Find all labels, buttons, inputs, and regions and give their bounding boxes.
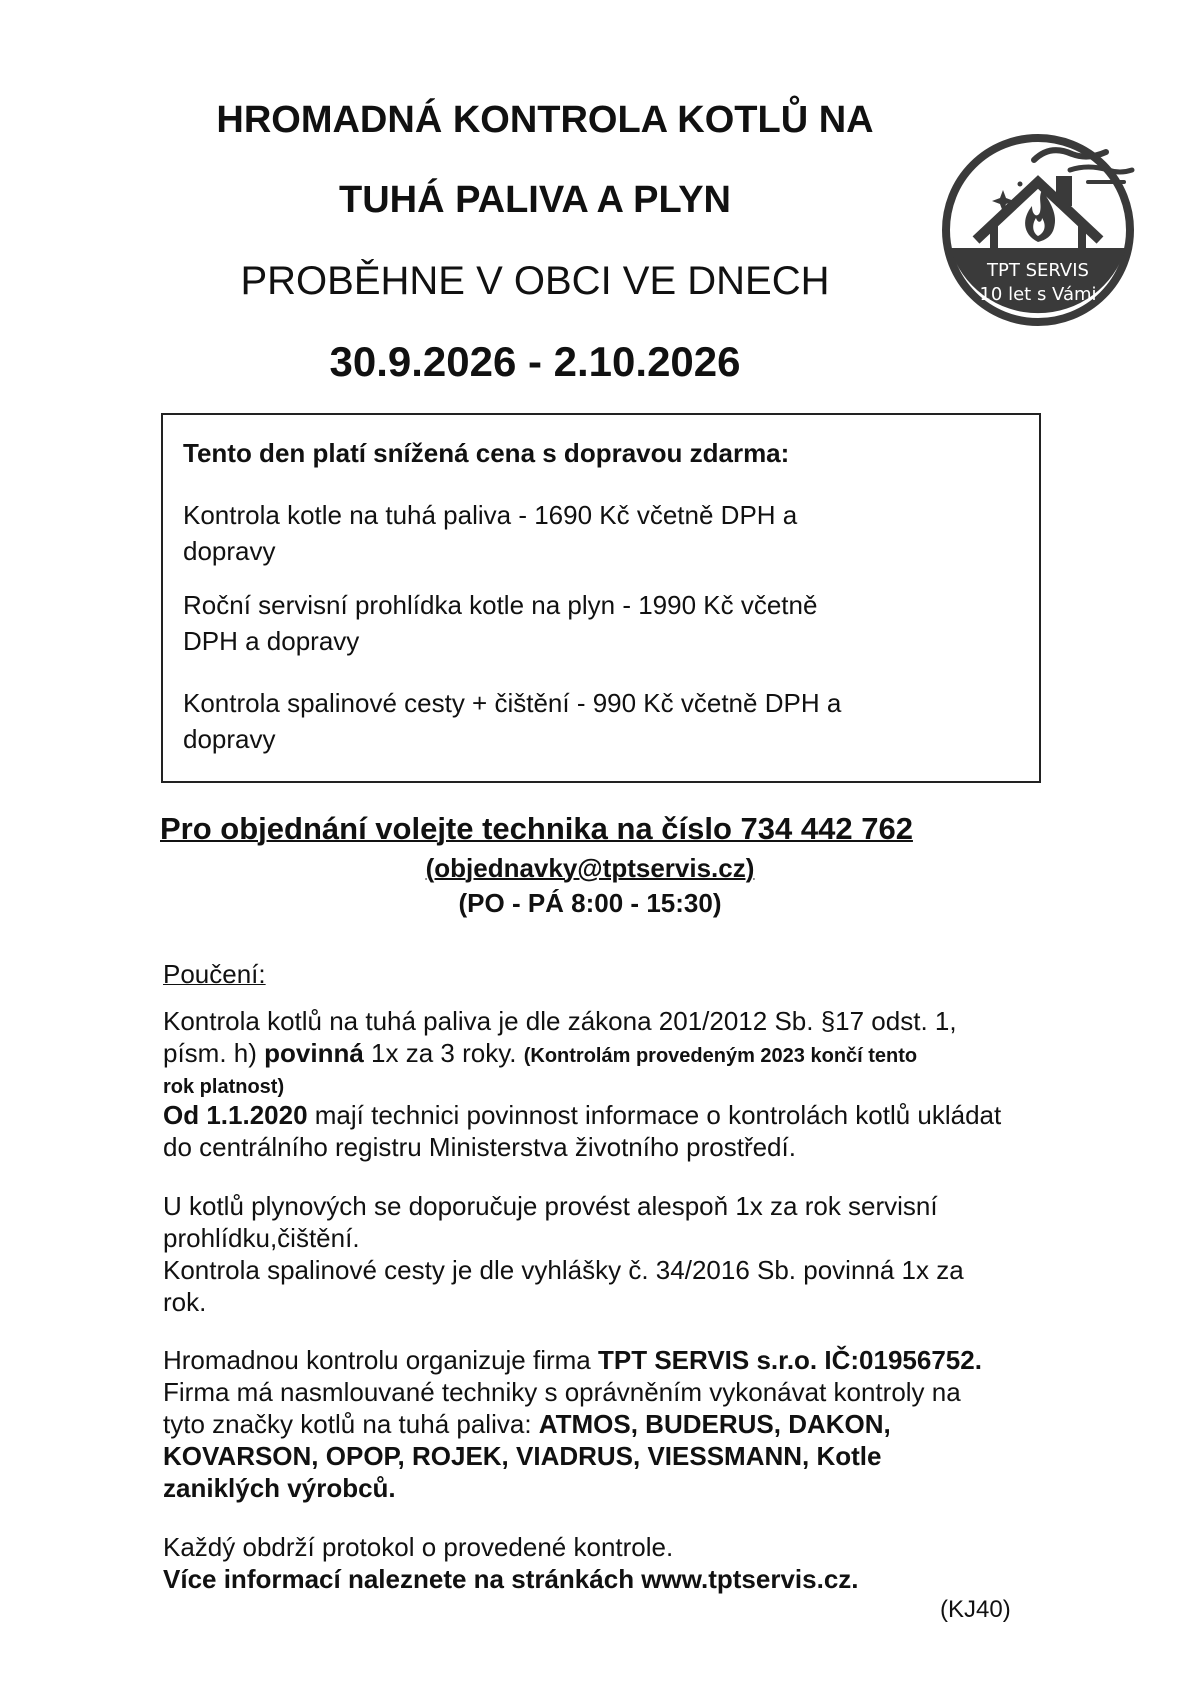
- notice-line: [163, 1072, 1043, 1099]
- house-flame-icon: [938, 130, 1138, 330]
- notice-heading: Poučení:: [163, 959, 266, 989]
- notice-line: Firma má nasmlouvané techniky s oprávněním vykonávat kontroly na: [163, 1377, 961, 1407]
- price-item-line: dopravy: [183, 536, 276, 566]
- notice-line: rok.: [163, 1287, 207, 1317]
- price-item-line: Kontrola kotle na tuhá paliva - 1690 Kč včetně DPH a: [183, 500, 798, 530]
- notice-bold-text: povinná: [264, 1038, 364, 1068]
- notice-paragraph-gas: [163, 1190, 1043, 1254]
- notice-bold-text: ATMOS, BUDERUS, DAKON,: [538, 1409, 891, 1439]
- notice-line: [163, 1099, 1043, 1131]
- notice-paragraph-flue: [163, 1254, 1043, 1318]
- notice-text: mají technici povinnost informace o kontrolách kotlů ukládat: [307, 1100, 1002, 1130]
- logo-name-text: TPT SERVIS: [987, 260, 1089, 281]
- notice-text: písm. h): [163, 1038, 265, 1068]
- price-item-line: Kontrola spalinové cesty + čištění - 990 Kč včetně DPH a: [183, 688, 842, 718]
- office-hours: (PO - PÁ 8:00 - 15:30): [458, 888, 722, 918]
- notice-bold-text: TPT SERVIS s.r.o. IČ:01956752.: [598, 1345, 982, 1375]
- notice-paragraph-solid-fuel: [163, 1005, 1043, 1163]
- price-box-heading: Tento den platí snížená cena s dopravou zdarma:: [183, 438, 790, 468]
- price-box: [161, 413, 1041, 783]
- notice-bold-text: zaniklých výrobců.: [163, 1473, 396, 1503]
- price-item-line: Roční servisní prohlídka kotle na plyn - 1990 Kč včetně: [183, 590, 818, 620]
- company-logo: [938, 130, 1138, 330]
- notice-line: [163, 1344, 1043, 1376]
- title-line-1: HROMADNÁ KONTROLA KOTLŮ NA: [216, 99, 874, 141]
- notice-small-bold-text: rok platnost): [163, 1076, 285, 1098]
- notice-paragraph-organizer: [163, 1344, 1043, 1504]
- notice-line: [163, 1037, 1043, 1072]
- order-phone-line[interactable]: Pro objednání volejte technika na číslo 734 442 762: [160, 811, 913, 846]
- notice-line: [163, 1440, 1043, 1472]
- price-item-flue: [183, 685, 963, 757]
- notice-text: Hromadnou kontrolu organizuje firma: [163, 1345, 598, 1375]
- notice-text: tyto značky kotlů na tuhá paliva:: [163, 1409, 539, 1439]
- notice-line: prohlídku,čištění.: [163, 1223, 360, 1253]
- notice-bold-text: KOVARSON, OPOP, ROJEK, VIADRUS, VIESSMANN, Kotle: [163, 1441, 882, 1471]
- notice-line: Kontrola kotlů na tuhá paliva je dle zákona 201/2012 Sb. §17 odst. 1,: [163, 1006, 957, 1036]
- logo-tagline-text: 10 let s Vámi: [979, 284, 1097, 305]
- price-item-line: dopravy: [183, 724, 276, 754]
- notice-line: U kotlů plynových se doporučuje provést alespoň 1x za rok servisní: [163, 1191, 938, 1221]
- price-item-gas: [183, 587, 963, 659]
- notice-more-info[interactable]: Více informací naleznete na stránkách www.tptservis.cz.: [163, 1564, 859, 1594]
- title-line-2: TUHÁ PALIVA A PLYN: [339, 179, 731, 221]
- notice-line: [163, 1472, 1043, 1504]
- reference-code: (KJ40): [940, 1596, 1011, 1623]
- price-item-solid-fuel: [183, 497, 963, 569]
- notice-small-bold-text: (Kontrolám provedeným 2023 končí tento: [523, 1045, 918, 1067]
- notice-line: Kontrola spalinové cesty je dle vyhlášky č. 34/2016 Sb. povinná 1x za: [163, 1255, 964, 1285]
- event-dates: 30.9.2026 - 2.10.2026: [329, 338, 741, 385]
- order-email-link[interactable]: (objednavky@tptservis.cz): [425, 853, 755, 883]
- price-item-line: DPH a dopravy: [183, 626, 360, 656]
- subtitle: PROBĚHNE V OBCI VE DNECH: [240, 259, 830, 303]
- notice-bold-text: Od 1.1.2020: [163, 1100, 308, 1130]
- notice-line: [163, 1408, 1043, 1440]
- notice-protocol: Každý obdrží protokol o provedené kontrole.: [163, 1532, 674, 1562]
- notice-text: 1x za 3 roky.: [363, 1038, 524, 1068]
- notice-line: do centrálního registru Ministerstva životního prostředí.: [163, 1132, 796, 1162]
